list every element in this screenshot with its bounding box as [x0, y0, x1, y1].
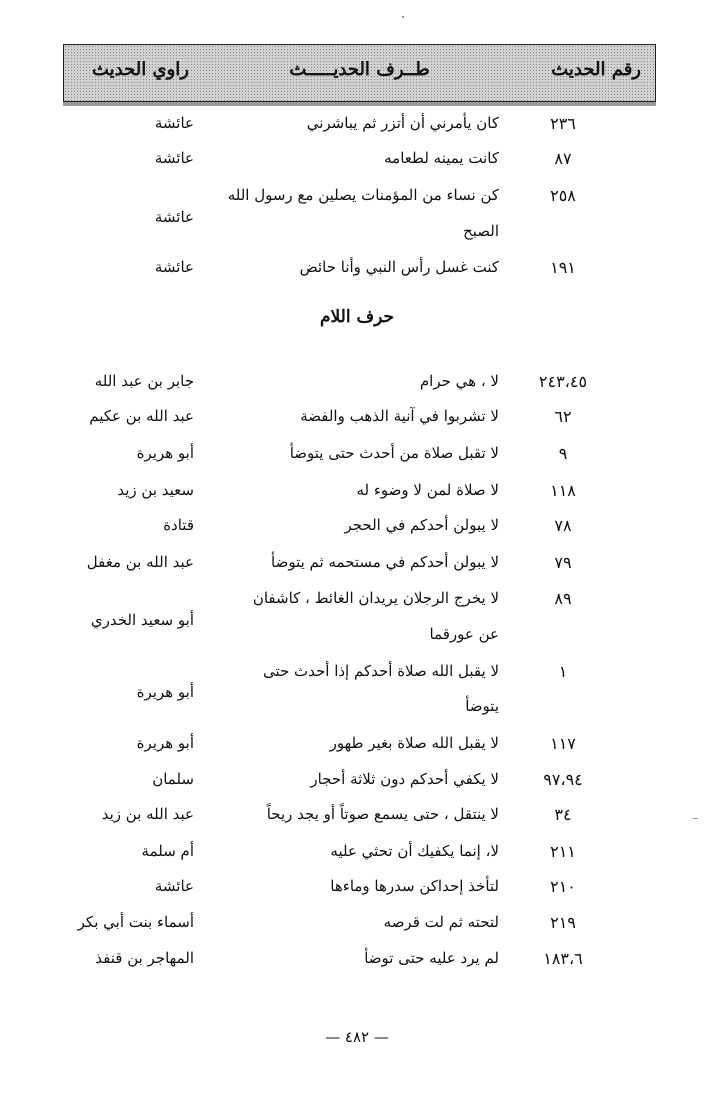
hadith-text: لا ، هي حرام	[419, 372, 499, 390]
hadith-narrator: جابر بن عبد الله	[94, 372, 194, 390]
hadith-text: لا تشربوا في آنية الذهب والفضة	[300, 407, 499, 425]
hadith-text: كانت يمينه لطعامه	[384, 149, 499, 167]
header-number-label: رقم الحديث	[551, 59, 641, 80]
hadith-narrator: أبو سعيد الخدري	[90, 611, 194, 629]
hadith-number: ٦٢	[554, 407, 572, 426]
header-narrator-label: راوي الحديث	[92, 59, 189, 80]
hadith-narrator: سلمان	[152, 770, 194, 788]
table-row	[0, 873, 714, 903]
hadith-number: ٣٤	[554, 805, 572, 824]
table-row	[0, 838, 714, 868]
hadith-text: لا يقبل الله صلاة أحدكم إذا أحدث حتى	[262, 662, 499, 680]
hadith-number: ١١٨	[550, 481, 576, 500]
hadith-narrator: المهاجر بن قنفذ	[95, 949, 194, 967]
table-row	[0, 512, 714, 542]
hadith-text: لا يخرج الرجلان يريدان الغائط ، كاشفان	[252, 589, 499, 607]
hadith-number: ٩٧،٩٤	[543, 770, 583, 789]
hadith-narrator: أم سلمة	[141, 842, 194, 860]
hadith-narrator: عائشة	[154, 208, 194, 226]
hadith-number: ٩	[558, 444, 568, 463]
hadith-narrator: أبو هريرة	[136, 734, 194, 752]
hadith-number: ٢٣٦	[550, 114, 576, 133]
hadith-narrator: عائشة	[154, 877, 194, 895]
hadith-text: لا يكفي أحدكم دون ثلاثة أحجار	[310, 770, 499, 788]
header-title-label: طــرف الحديـــــث	[289, 59, 430, 80]
hadith-text: لا، إنما يكفيك أن تحثي عليه	[330, 842, 499, 860]
table-row	[0, 368, 714, 398]
hadith-text: لا يبولن أحدكم في الحجر	[344, 516, 499, 534]
table-row	[0, 945, 714, 975]
hadith-narrator: سعيد بن زيد	[117, 481, 194, 499]
hadith-number: ١	[558, 662, 568, 681]
hadith-narrator: قتادة	[163, 516, 194, 534]
hadith-number: ١٩١	[550, 258, 576, 277]
hadith-narrator: أسماء بنت أبي بكر	[77, 913, 194, 931]
table-row	[0, 801, 714, 831]
hadith-text: كان يأمرني أن أتزر ثم يباشرني	[306, 114, 499, 132]
table-row	[0, 658, 714, 688]
table-row	[0, 403, 714, 433]
table-row	[0, 145, 714, 175]
hadith-number: ٢١٠	[550, 877, 576, 896]
table-row	[0, 909, 714, 939]
table-row	[0, 208, 714, 248]
hadith-text: لا يبولن أحدكم في مستحمه ثم يتوضأ	[271, 553, 499, 571]
scan-speck	[402, 16, 404, 18]
hadith-text: كنت غسل رأس النبي وأنا حائض	[299, 258, 499, 276]
table-row	[0, 549, 714, 579]
hadith-narrator: عائشة	[154, 149, 194, 167]
table-row	[0, 182, 714, 212]
hadith-narrator: أبو هريرة	[136, 444, 194, 462]
hadith-number: ١١٧	[550, 734, 576, 753]
table-row	[0, 683, 714, 723]
scan-speck	[693, 818, 698, 819]
hadith-text: لا صلاة لمن لا وضوء له	[356, 481, 499, 499]
hadith-number: ٢١١	[550, 842, 576, 861]
hadith-number: ١٨٣،٦	[543, 949, 583, 968]
hadith-narrator: عائشة	[154, 258, 194, 276]
table-row	[0, 611, 714, 651]
hadith-number: ٨٧	[554, 149, 572, 168]
hadith-number: ٢١٩	[550, 913, 576, 932]
page-number: — ٤٨٢ —	[325, 1028, 389, 1046]
hadith-number: ٢٤٣،٤٥	[538, 372, 588, 391]
hadith-text: لا تقبل صلاة من أحدث حتى يتوضأ	[289, 444, 499, 462]
hadith-number: ٢٥٨	[550, 186, 576, 205]
table-row	[0, 766, 714, 796]
hadith-narrator: عبد الله بن زيد	[101, 805, 194, 823]
hadith-text: لا ينتقل ، حتى يسمع صوتاً أو يجد ريحاً	[266, 805, 499, 823]
hadith-number: ٧٨	[554, 516, 572, 535]
table-row	[0, 110, 714, 140]
hadith-text: الصبح	[463, 222, 499, 240]
hadith-text: لتأخذ إحداكن سدرها وماءها	[330, 877, 499, 895]
hadith-narrator: عائشة	[154, 114, 194, 132]
hadith-text: لم يرد عليه حتى توضأ	[364, 949, 499, 967]
hadith-text: لتحته ثم لت قرصه	[383, 913, 499, 931]
table-header	[63, 44, 656, 102]
table-row	[0, 477, 714, 507]
hadith-narrator: أبو هريرة	[136, 683, 194, 701]
hadith-text: كن نساء من المؤمنات يصلين مع رسول الله	[227, 186, 499, 204]
hadith-text: يتوضأ	[465, 697, 499, 715]
hadith-text: عن عورقما	[429, 625, 499, 643]
hadith-number: ٧٩	[554, 553, 572, 572]
table-row	[0, 254, 714, 284]
section-heading: حرف اللام	[319, 307, 394, 327]
hadith-number: ٨٩	[554, 589, 572, 608]
hadith-narrator: عبد الله بن مغفل	[86, 553, 194, 571]
table-row	[0, 440, 714, 470]
hadith-text: لا يقبل الله صلاة بغير طهور	[329, 734, 499, 752]
hadith-narrator: عبد الله بن عكيم	[89, 407, 194, 425]
table-row	[0, 730, 714, 760]
